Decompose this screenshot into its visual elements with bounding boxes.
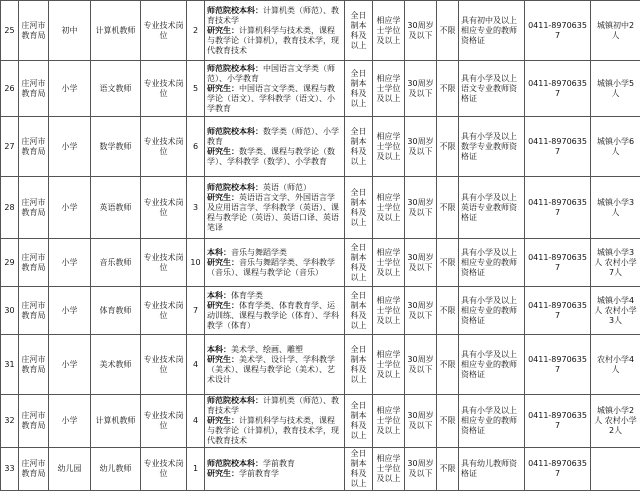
age-requirement-cell: 30周岁及以下	[405, 287, 437, 335]
degree-requirement-cell: 相应学士学位及以上	[373, 335, 405, 395]
remarks-cell: 农村小学4人	[591, 335, 640, 395]
qualification-certificate-cell: 具有小学及以上相应专业的教师资格证	[459, 335, 525, 395]
row-number-cell: 31	[1, 335, 19, 395]
hire-count-cell: 10	[187, 239, 205, 287]
other-requirement-cell: 不限	[437, 1, 459, 61]
table-row	[1, 395, 640, 448]
major-requirements-cell	[205, 61, 345, 117]
contact-phone-cell: 0411-89706357	[525, 287, 591, 335]
qualification-certificate-cell: 具有小学及以上相应专业的教师资格证	[459, 395, 525, 448]
education-requirement-cell: 全日制本科及以上	[345, 177, 373, 239]
qualification-certificate-cell: 具有小学及以上英语专业教师资格证	[459, 177, 525, 239]
requirement-label: 研究生：	[207, 469, 239, 478]
degree-requirement-cell: 相应学士学位及以上	[373, 287, 405, 335]
other-requirement-cell: 不限	[437, 117, 459, 177]
school-level-cell: 小学	[49, 117, 91, 177]
requirement-line	[207, 355, 342, 385]
table-row	[1, 177, 640, 239]
requirement-text: 音乐与舞蹈学类	[231, 248, 287, 257]
requirement-label: 师范院校本科：	[207, 64, 263, 73]
requirement-line	[207, 84, 342, 114]
requirement-label: 师范院校本科：	[207, 6, 263, 15]
recruiting-unit-cell: 庄河市教育局	[19, 61, 49, 117]
position-category-cell: 专业技术岗位	[141, 335, 187, 395]
school-level-cell: 初中	[49, 1, 91, 61]
requirement-text: 英语语言文学、外国语言学及应用语言学、学科教学（英语）、课程与教学论（英语）、英语口译、英语笔译	[207, 193, 339, 232]
other-requirement-cell: 不限	[437, 177, 459, 239]
degree-requirement-cell: 相应学士学位及以上	[373, 1, 405, 61]
position-name-cell: 计算机教师	[91, 1, 141, 61]
requirement-line	[207, 396, 342, 416]
position-category-cell: 专业技术岗位	[141, 1, 187, 61]
major-requirements-cell	[205, 239, 345, 287]
degree-requirement-cell: 相应学士学位及以上	[373, 177, 405, 239]
major-requirements-cell	[205, 177, 345, 239]
position-name-cell: 体育教师	[91, 287, 141, 335]
table-row	[1, 117, 640, 177]
age-requirement-cell: 30周岁及以下	[405, 395, 437, 448]
education-requirement-cell: 全日制本科及以上	[345, 117, 373, 177]
remarks-cell: 城镇小学4人 农村小学3人	[591, 287, 640, 335]
qualification-certificate-cell: 具有小学及以上相应专业的教师资格证	[459, 287, 525, 335]
contact-phone-cell: 0411-89706357	[525, 177, 591, 239]
degree-requirement-cell: 相应学士学位及以上	[373, 61, 405, 117]
requirement-line	[207, 345, 342, 355]
other-requirement-cell: 不限	[437, 287, 459, 335]
position-name-cell: 幼儿教师	[91, 448, 141, 491]
remarks-cell: 城镇小学3人	[591, 177, 640, 239]
hire-count-cell: 4	[187, 395, 205, 448]
age-requirement-cell: 30周岁及以下	[405, 1, 437, 61]
requirement-text: 中国语言文学类（师范）、小学教育	[207, 64, 335, 83]
major-requirements-cell	[205, 335, 345, 395]
education-requirement-cell: 全日制本科及以上	[345, 239, 373, 287]
hire-count-cell: 3	[187, 177, 205, 239]
major-requirements-cell	[205, 448, 345, 491]
position-category-cell: 专业技术岗位	[141, 177, 187, 239]
school-level-cell: 小学	[49, 395, 91, 448]
education-requirement-cell: 全日制本科及以上	[345, 287, 373, 335]
requirement-label: 研究生：	[207, 147, 239, 156]
requirement-line	[207, 248, 342, 258]
age-requirement-cell: 30周岁及以下	[405, 239, 437, 287]
degree-requirement-cell: 相应学士学位及以上	[373, 395, 405, 448]
row-number-cell: 27	[1, 117, 19, 177]
position-category-cell: 专业技术岗位	[141, 395, 187, 448]
requirement-line	[207, 183, 342, 193]
hire-count-cell: 4	[187, 335, 205, 395]
contact-phone-cell: 0411-89706357	[525, 395, 591, 448]
remarks-cell: 城镇初中2人	[591, 1, 640, 61]
education-requirement-cell: 全日制本科及以上	[345, 1, 373, 61]
position-name-cell: 音乐教师	[91, 239, 141, 287]
requirement-line	[207, 193, 342, 233]
requirement-text: 计算机类（师范）、教育技术学	[207, 6, 339, 25]
position-category-cell: 专业技术岗位	[141, 117, 187, 177]
position-name-cell: 美术教师	[91, 335, 141, 395]
requirement-text: 中国语言文学类、课程与教学论（语文）、学科教学（语文）、小学教育	[207, 84, 335, 113]
hire-count-cell: 1	[187, 448, 205, 491]
table-row	[1, 61, 640, 117]
table-row	[1, 239, 640, 287]
hire-count-cell: 6	[187, 117, 205, 177]
other-requirement-cell: 不限	[437, 448, 459, 491]
table-row	[1, 448, 640, 491]
row-number-cell: 32	[1, 395, 19, 448]
contact-phone-cell: 0411-89706357	[525, 239, 591, 287]
requirement-label: 研究生：	[207, 301, 239, 310]
degree-requirement-cell: 相应学士学位及以上	[373, 117, 405, 177]
remarks-cell	[591, 448, 640, 491]
requirement-line	[207, 26, 342, 56]
requirement-label: 师范院校本科：	[207, 183, 263, 192]
position-name-cell: 数学教师	[91, 117, 141, 177]
requirement-label: 研究生：	[207, 416, 239, 425]
major-requirements-cell	[205, 395, 345, 448]
hire-count-cell: 5	[187, 61, 205, 117]
recruiting-unit-cell: 庄河市教育局	[19, 177, 49, 239]
requirement-text: 数学类、课程与教学论（数学）、学科教学（数学）、小学教育	[207, 147, 335, 166]
position-name-cell: 计算机教师	[91, 395, 141, 448]
education-requirement-cell: 全日制本科及以上	[345, 335, 373, 395]
requirement-text: 计算机科学与技术类，课程与教学论（计算机），教育技术学，现代教育技术	[207, 416, 339, 445]
recruiting-unit-cell: 庄河市教育局	[19, 287, 49, 335]
age-requirement-cell: 30周岁及以下	[405, 177, 437, 239]
position-name-cell: 英语教师	[91, 177, 141, 239]
requirement-line	[207, 64, 342, 84]
table-row	[1, 1, 640, 61]
qualification-certificate-cell: 具有幼儿教师资格证	[459, 448, 525, 491]
other-requirement-cell: 不限	[437, 335, 459, 395]
major-requirements-cell	[205, 117, 345, 177]
education-requirement-cell: 全日制本科及以上	[345, 448, 373, 491]
requirement-label: 研究生：	[207, 258, 239, 267]
requirement-text: 计算机类（师范）、教育技术学	[207, 396, 339, 415]
recruiting-unit-cell: 庄河市教育局	[19, 448, 49, 491]
remarks-cell: 城镇小学5人	[591, 61, 640, 117]
row-number-cell: 33	[1, 448, 19, 491]
education-requirement-cell: 全日制本科及以上	[345, 61, 373, 117]
requirement-text: 体育学类	[231, 291, 263, 300]
requirement-label: 研究生：	[207, 355, 239, 364]
requirement-text: 美术学、绘画、雕塑	[231, 345, 303, 354]
position-category-cell: 专业技术岗位	[141, 287, 187, 335]
requirement-text: 学前教育	[263, 459, 295, 468]
requirement-text: 音乐与舞蹈学类、学科教学（音乐）、课程与教学论（音乐）	[207, 258, 335, 277]
requirement-label: 师范院校本科：	[207, 396, 263, 405]
requirement-text: 美术学、设计学、学科教学（美术）、课程与教学论（美术）、艺术设计	[207, 355, 335, 384]
row-number-cell: 30	[1, 287, 19, 335]
recruiting-unit-cell: 庄河市教育局	[19, 239, 49, 287]
requirement-line	[207, 258, 342, 278]
recruiting-unit-cell: 庄河市教育局	[19, 335, 49, 395]
contact-phone-cell: 0411-89706357	[525, 448, 591, 491]
table-row	[1, 287, 640, 335]
qualification-certificate-cell: 具有小学及以上数学专业教师资格证	[459, 117, 525, 177]
other-requirement-cell: 不限	[437, 61, 459, 117]
other-requirement-cell: 不限	[437, 395, 459, 448]
major-requirements-cell	[205, 1, 345, 61]
requirement-line	[207, 127, 342, 147]
row-number-cell: 29	[1, 239, 19, 287]
requirement-line	[207, 147, 342, 167]
qualification-certificate-cell: 具有初中及以上相应专业的教师资格证	[459, 1, 525, 61]
requirement-line	[207, 301, 342, 331]
education-requirement-cell: 全日制本科及以上	[345, 395, 373, 448]
school-level-cell: 幼儿园	[49, 448, 91, 491]
position-category-cell: 专业技术岗位	[141, 239, 187, 287]
degree-requirement-cell: 相应学士学位及以上	[373, 239, 405, 287]
requirement-text: 计算机科学与技术类，课程与教学论（计算机），教育技术学，现代教育技术	[207, 26, 339, 55]
recruiting-unit-cell: 庄河市教育局	[19, 117, 49, 177]
degree-requirement-cell: 相应学士学位及以上	[373, 448, 405, 491]
requirement-text: 英语（师范）	[263, 183, 311, 192]
contact-phone-cell: 0411-89706357	[525, 61, 591, 117]
qualification-certificate-cell: 具有小学及以上相应专业的教师资格证	[459, 239, 525, 287]
age-requirement-cell: 30周岁及以下	[405, 117, 437, 177]
major-requirements-cell	[205, 287, 345, 335]
requirement-line	[207, 416, 342, 446]
requirement-label: 本科：	[207, 345, 231, 354]
table-body	[1, 1, 640, 491]
requirement-label: 师范院校本科：	[207, 127, 263, 136]
school-level-cell: 小学	[49, 239, 91, 287]
requirement-line	[207, 459, 342, 469]
requirement-label: 本科：	[207, 291, 231, 300]
requirement-text: 学前教育学	[239, 469, 279, 478]
requirement-label: 本科：	[207, 248, 231, 257]
contact-phone-cell: 0411-89706357	[525, 335, 591, 395]
remarks-cell: 城镇小学2人 农村小学2人	[591, 395, 640, 448]
school-level-cell: 小学	[49, 287, 91, 335]
age-requirement-cell: 30周岁及以下	[405, 61, 437, 117]
school-level-cell: 小学	[49, 335, 91, 395]
hire-count-cell: 7	[187, 287, 205, 335]
requirement-text: 体育学类、体育教育学、运动训练、课程与教学论（体育）、学科教学（体育）	[207, 301, 339, 330]
requirement-label: 师范院校本科：	[207, 459, 263, 468]
row-number-cell: 26	[1, 61, 19, 117]
contact-phone-cell: 0411-89706357	[525, 1, 591, 61]
school-level-cell: 小学	[49, 177, 91, 239]
school-level-cell: 小学	[49, 61, 91, 117]
position-category-cell: 专业技术岗位	[141, 448, 187, 491]
table-row	[1, 335, 640, 395]
age-requirement-cell: 30周岁及以下	[405, 448, 437, 491]
other-requirement-cell: 不限	[437, 239, 459, 287]
position-name-cell: 语文教师	[91, 61, 141, 117]
requirement-label: 研究生：	[207, 193, 239, 202]
recruiting-unit-cell: 庄河市教育局	[19, 395, 49, 448]
requirement-text: 数学类（师范）、小学教育	[207, 127, 339, 146]
recruiting-unit-cell: 庄河市教育局	[19, 1, 49, 61]
qualification-certificate-cell: 具有小学及以上语文专业教师资格证	[459, 61, 525, 117]
age-requirement-cell: 30周岁及以下	[405, 335, 437, 395]
remarks-cell: 城镇小学3人 农村小学7人	[591, 239, 640, 287]
requirement-label: 研究生：	[207, 26, 239, 35]
requirement-line	[207, 469, 342, 479]
contact-phone-cell: 0411-89706357	[525, 117, 591, 177]
requirement-label: 研究生：	[207, 84, 239, 93]
hire-count-cell: 2	[187, 1, 205, 61]
requirement-line	[207, 6, 342, 26]
remarks-cell: 城镇小学6人	[591, 117, 640, 177]
row-number-cell: 25	[1, 1, 19, 61]
requirement-line	[207, 291, 342, 301]
position-category-cell: 专业技术岗位	[141, 61, 187, 117]
row-number-cell: 28	[1, 177, 19, 239]
